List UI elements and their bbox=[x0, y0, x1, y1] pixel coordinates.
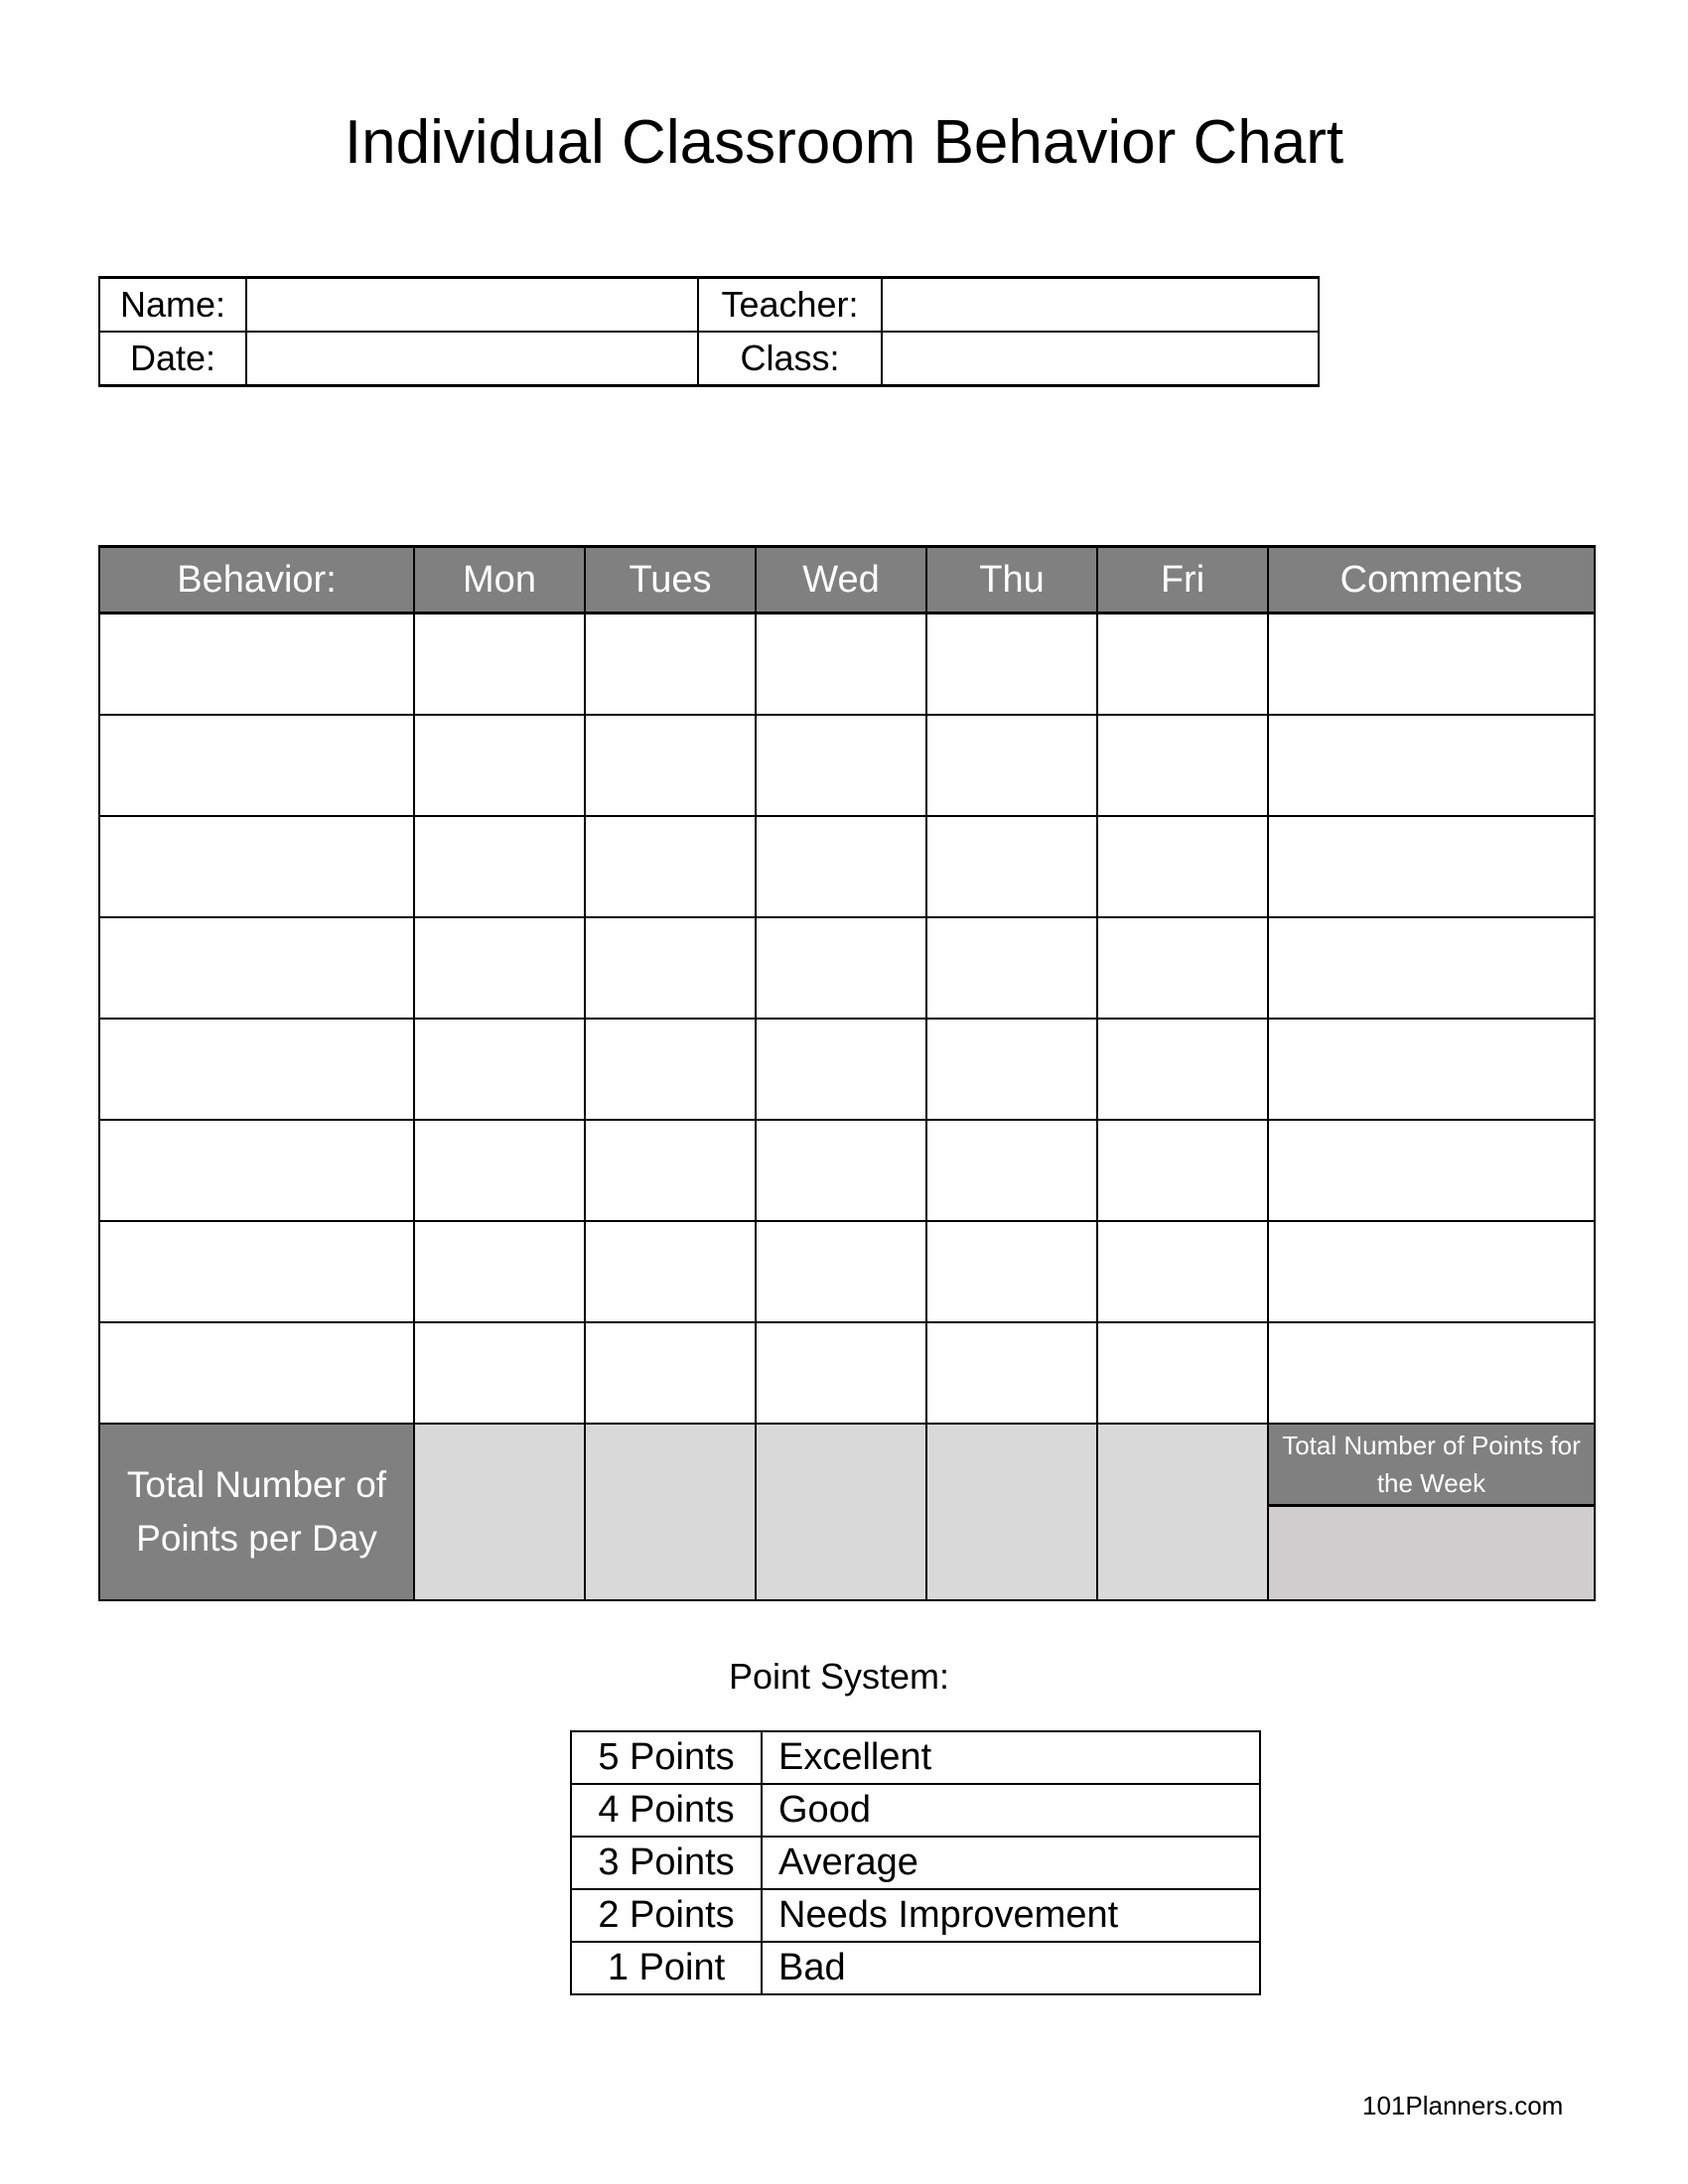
point-value: 4 Points bbox=[571, 1784, 762, 1837]
header-comments: Comments bbox=[1268, 547, 1595, 614]
point-value: 3 Points bbox=[571, 1837, 762, 1889]
thu-cell[interactable] bbox=[926, 1322, 1097, 1424]
behavior-table bbox=[98, 545, 1596, 1601]
mon-cell[interactable] bbox=[414, 816, 585, 917]
behavior-cell[interactable] bbox=[99, 1120, 414, 1221]
tues-cell[interactable] bbox=[585, 715, 756, 816]
fri-cell[interactable] bbox=[1097, 1221, 1268, 1322]
point-value: 2 Points bbox=[571, 1889, 762, 1942]
comments-cell[interactable] bbox=[1268, 1221, 1595, 1322]
behavior-cell[interactable] bbox=[99, 1221, 414, 1322]
behavior-row bbox=[99, 1120, 1595, 1221]
total-mon-cell[interactable] bbox=[414, 1424, 585, 1600]
mon-cell[interactable] bbox=[414, 1322, 585, 1424]
mon-cell[interactable] bbox=[414, 1221, 585, 1322]
header-fri: Fri bbox=[1097, 547, 1268, 614]
thu-cell[interactable] bbox=[926, 614, 1097, 716]
date-label: Date: bbox=[99, 332, 246, 386]
fri-cell[interactable] bbox=[1097, 715, 1268, 816]
behavior-cell[interactable] bbox=[99, 917, 414, 1019]
behavior-row bbox=[99, 614, 1595, 716]
wed-cell[interactable] bbox=[756, 1019, 926, 1120]
page-title: Individual Classroom Behavior Chart bbox=[344, 108, 1344, 177]
point-description: Excellent bbox=[762, 1731, 1260, 1784]
student-info-table bbox=[98, 276, 1320, 387]
behavior-row bbox=[99, 1322, 1595, 1424]
comments-cell[interactable] bbox=[1268, 614, 1595, 716]
week-total-value[interactable] bbox=[1269, 1507, 1594, 1599]
fri-cell[interactable] bbox=[1097, 614, 1268, 716]
tues-cell[interactable] bbox=[585, 614, 756, 716]
name-label: Name: bbox=[99, 278, 246, 333]
tues-cell[interactable] bbox=[585, 1221, 756, 1322]
tues-cell[interactable] bbox=[585, 1019, 756, 1120]
header-tues: Tues bbox=[585, 547, 756, 614]
week-total-cell bbox=[1268, 1424, 1595, 1600]
point-row bbox=[571, 1784, 1260, 1837]
point-system-title: Point System: bbox=[728, 1656, 950, 1697]
comments-cell[interactable] bbox=[1268, 816, 1595, 917]
comments-cell[interactable] bbox=[1268, 1322, 1595, 1424]
wed-cell[interactable] bbox=[756, 917, 926, 1019]
name-field[interactable] bbox=[246, 278, 698, 333]
fri-cell[interactable] bbox=[1097, 1019, 1268, 1120]
teacher-label: Teacher: bbox=[698, 278, 882, 333]
week-total-label: Total Number of Points for the Week bbox=[1269, 1425, 1594, 1507]
header-row bbox=[99, 547, 1595, 614]
mon-cell[interactable] bbox=[414, 1019, 585, 1120]
behavior-row bbox=[99, 1019, 1595, 1120]
point-description: Bad bbox=[762, 1942, 1260, 1994]
date-field[interactable] bbox=[246, 332, 698, 386]
teacher-field[interactable] bbox=[882, 278, 1319, 333]
total-tues-cell[interactable] bbox=[585, 1424, 756, 1600]
point-row bbox=[571, 1837, 1260, 1889]
point-value: 5 Points bbox=[571, 1731, 762, 1784]
behavior-row bbox=[99, 715, 1595, 816]
fri-cell[interactable] bbox=[1097, 917, 1268, 1019]
tues-cell[interactable] bbox=[585, 1120, 756, 1221]
class-field[interactable] bbox=[882, 332, 1319, 386]
fri-cell[interactable] bbox=[1097, 1120, 1268, 1221]
comments-cell[interactable] bbox=[1268, 1120, 1595, 1221]
behavior-row bbox=[99, 917, 1595, 1019]
header-thu: Thu bbox=[926, 547, 1097, 614]
thu-cell[interactable] bbox=[926, 715, 1097, 816]
header-behavior: Behavior: bbox=[99, 547, 414, 614]
behavior-cell[interactable] bbox=[99, 715, 414, 816]
comments-cell[interactable] bbox=[1268, 715, 1595, 816]
thu-cell[interactable] bbox=[926, 1221, 1097, 1322]
mon-cell[interactable] bbox=[414, 917, 585, 1019]
point-description: Good bbox=[762, 1784, 1260, 1837]
fri-cell[interactable] bbox=[1097, 816, 1268, 917]
wed-cell[interactable] bbox=[756, 1120, 926, 1221]
comments-cell[interactable] bbox=[1268, 917, 1595, 1019]
point-description: Needs Improvement bbox=[762, 1889, 1260, 1942]
mon-cell[interactable] bbox=[414, 1120, 585, 1221]
point-description: Average bbox=[762, 1837, 1260, 1889]
mon-cell[interactable] bbox=[414, 715, 585, 816]
behavior-cell[interactable] bbox=[99, 1322, 414, 1424]
behavior-cell[interactable] bbox=[99, 1019, 414, 1120]
point-row bbox=[571, 1731, 1260, 1784]
behavior-row bbox=[99, 816, 1595, 917]
behavior-cell[interactable] bbox=[99, 614, 414, 716]
totals-row bbox=[99, 1424, 1595, 1600]
thu-cell[interactable] bbox=[926, 816, 1097, 917]
header-mon: Mon bbox=[414, 547, 585, 614]
thu-cell[interactable] bbox=[926, 1019, 1097, 1120]
wed-cell[interactable] bbox=[756, 1322, 926, 1424]
point-row bbox=[571, 1942, 1260, 1994]
thu-cell[interactable] bbox=[926, 1120, 1097, 1221]
total-thu-cell[interactable] bbox=[926, 1424, 1097, 1600]
behavior-cell[interactable] bbox=[99, 816, 414, 917]
point-row bbox=[571, 1889, 1260, 1942]
total-fri-cell[interactable] bbox=[1097, 1424, 1268, 1600]
tues-cell[interactable] bbox=[585, 917, 756, 1019]
tues-cell[interactable] bbox=[585, 816, 756, 917]
wed-cell[interactable] bbox=[756, 715, 926, 816]
point-system-table bbox=[570, 1730, 1261, 1995]
header-wed: Wed bbox=[756, 547, 926, 614]
wed-cell[interactable] bbox=[756, 614, 926, 716]
comments-cell[interactable] bbox=[1268, 1019, 1595, 1120]
tues-cell[interactable] bbox=[585, 1322, 756, 1424]
behavior-row bbox=[99, 1221, 1595, 1322]
wed-cell[interactable] bbox=[756, 816, 926, 917]
fri-cell[interactable] bbox=[1097, 1322, 1268, 1424]
total-per-day-label: Total Number of Points per Day bbox=[99, 1424, 414, 1600]
total-wed-cell[interactable] bbox=[756, 1424, 926, 1600]
thu-cell[interactable] bbox=[926, 917, 1097, 1019]
footer-brand: 101Planners.com bbox=[1362, 2091, 1564, 2120]
wed-cell[interactable] bbox=[756, 1221, 926, 1322]
mon-cell[interactable] bbox=[414, 614, 585, 716]
point-value: 1 Point bbox=[571, 1942, 762, 1994]
class-label: Class: bbox=[698, 332, 882, 386]
